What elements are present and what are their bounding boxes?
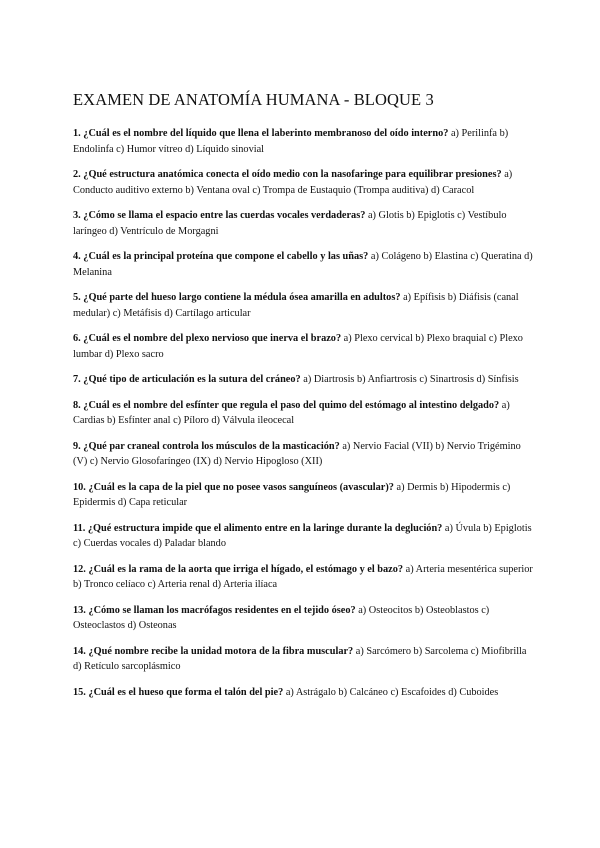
question-answers: a) Sarcómero b) Sarcolema c) Miofibrilla d) Retículo sarcoplásmico [73, 645, 527, 672]
question-item [73, 126, 533, 157]
question-answers: a) Úvula b) Epiglotis c) Cuerdas vocales d) Paladar blando [73, 522, 532, 549]
question-answers: a) Diartrosis b) Anfiartrosis c) Sinartrosis d) Sínfisis [303, 374, 519, 385]
question-answers: a) Colágeno b) Elastina c) Queratina d) Melanina [73, 251, 533, 278]
question-prompt: 8. ¿Cuál es el nombre del esfínter que regula el paso del quimo del estómago al intestino delgado? [73, 399, 500, 411]
question-prompt: 15. ¿Cuál es el hueso que forma el talón del pie? [73, 686, 284, 698]
question-prompt: 11. ¿Qué estructura impide que el alimento entre en la laringe durante la deglución? [73, 522, 443, 534]
question-item [73, 603, 533, 634]
question-item [73, 208, 533, 239]
question-answers: a) Dermis b) Hipodermis c) Epidermis d) Capa reticular [73, 481, 511, 508]
question-item [73, 249, 533, 280]
question-prompt: 14. ¿Qué nombre recibe la unidad motora de la fibra muscular? [73, 645, 354, 657]
question-answers: a) Perilinfa b) Endolinfa c) Humor vítreo d) Líquido sinovial [73, 128, 509, 155]
question-answers: a) Cardias b) Esfínter anal c) Píloro d) Válvula ileocecal [73, 399, 510, 426]
question-prompt: 1. ¿Cuál es el nombre del líquido que llena el laberinto membranoso del oído interno? [73, 128, 449, 139]
question-answers: a) Glotis b) Epiglotis c) Vestíbulo laríngeo d) Ventrículo de Morgagni [73, 210, 507, 237]
question-prompt: 7. ¿Qué tipo de articulación es la sutura del cráneo? [73, 374, 301, 385]
question-item [73, 644, 533, 675]
question-answers: a) Conducto auditivo externo b) Ventana oval c) Trompa de Eustaquio (Trompa auditiva) d) Caracol [73, 169, 513, 196]
question-prompt: 2. ¿Qué estructura anatómica conecta el oído medio con la nasofaringe para equilibrar presiones? [73, 169, 502, 180]
question-prompt: 9. ¿Qué par craneal controla los músculos de la masticación? [73, 440, 340, 452]
question-item [73, 439, 533, 470]
question-item [73, 480, 533, 511]
question-item [73, 685, 533, 701]
question-answers: a) Arteria mesentérica superior b) Tronco celíaco c) Arteria renal d) Arteria ilíaca [73, 563, 533, 590]
question-prompt: 4. ¿Cuál es la principal proteína que compone el cabello y las uñas? [73, 251, 369, 262]
question-item [73, 290, 533, 321]
question-item [73, 521, 533, 552]
question-prompt: 3. ¿Cómo se llama el espacio entre las cuerdas vocales verdaderas? [73, 210, 366, 221]
question-prompt: 10. ¿Cuál es la capa de la piel que no posee vasos sanguíneos (avascular)? [73, 481, 394, 493]
question-answers: a) Nervio Facial (VII) b) Nervio Trigémino (V) c) Nervio Glosofaríngeo (IX) d) Nervio Hipogloso (XII) [73, 440, 521, 467]
question-item [73, 372, 533, 388]
question-prompt: 12. ¿Cuál es la rama de la aorta que irriga el hígado, el estómago y el bazo? [73, 563, 404, 575]
exam-document [73, 90, 533, 710]
page-title: EXAMEN DE ANATOMÍA HUMANA - BLOQUE 3 [73, 90, 434, 109]
question-answers: a) Plexo cervical b) Plexo braquial c) Plexo lumbar d) Plexo sacro [73, 333, 523, 360]
question-answers: a) Osteocitos b) Osteoblastos c) Osteoclastos d) Osteonas [73, 604, 490, 631]
question-item [73, 562, 533, 593]
question-answers: a) Epífisis b) Diáfisis (canal medular) c) Metáfisis d) Cartílago articular [73, 292, 519, 319]
question-prompt: 6. ¿Cuál es el nombre del plexo nervioso que inerva el brazo? [73, 333, 342, 344]
question-item [73, 398, 533, 429]
question-item [73, 331, 533, 362]
question-prompt: 5. ¿Qué parte del hueso largo contiene la médula ósea amarilla en adultos? [73, 292, 401, 303]
question-prompt: 13. ¿Cómo se llaman los macrófagos residentes en el tejido óseo? [73, 604, 356, 616]
question-item [73, 167, 533, 198]
question-answers: a) Astrágalo b) Calcáneo c) Escafoides d) Cuboides [285, 686, 499, 698]
